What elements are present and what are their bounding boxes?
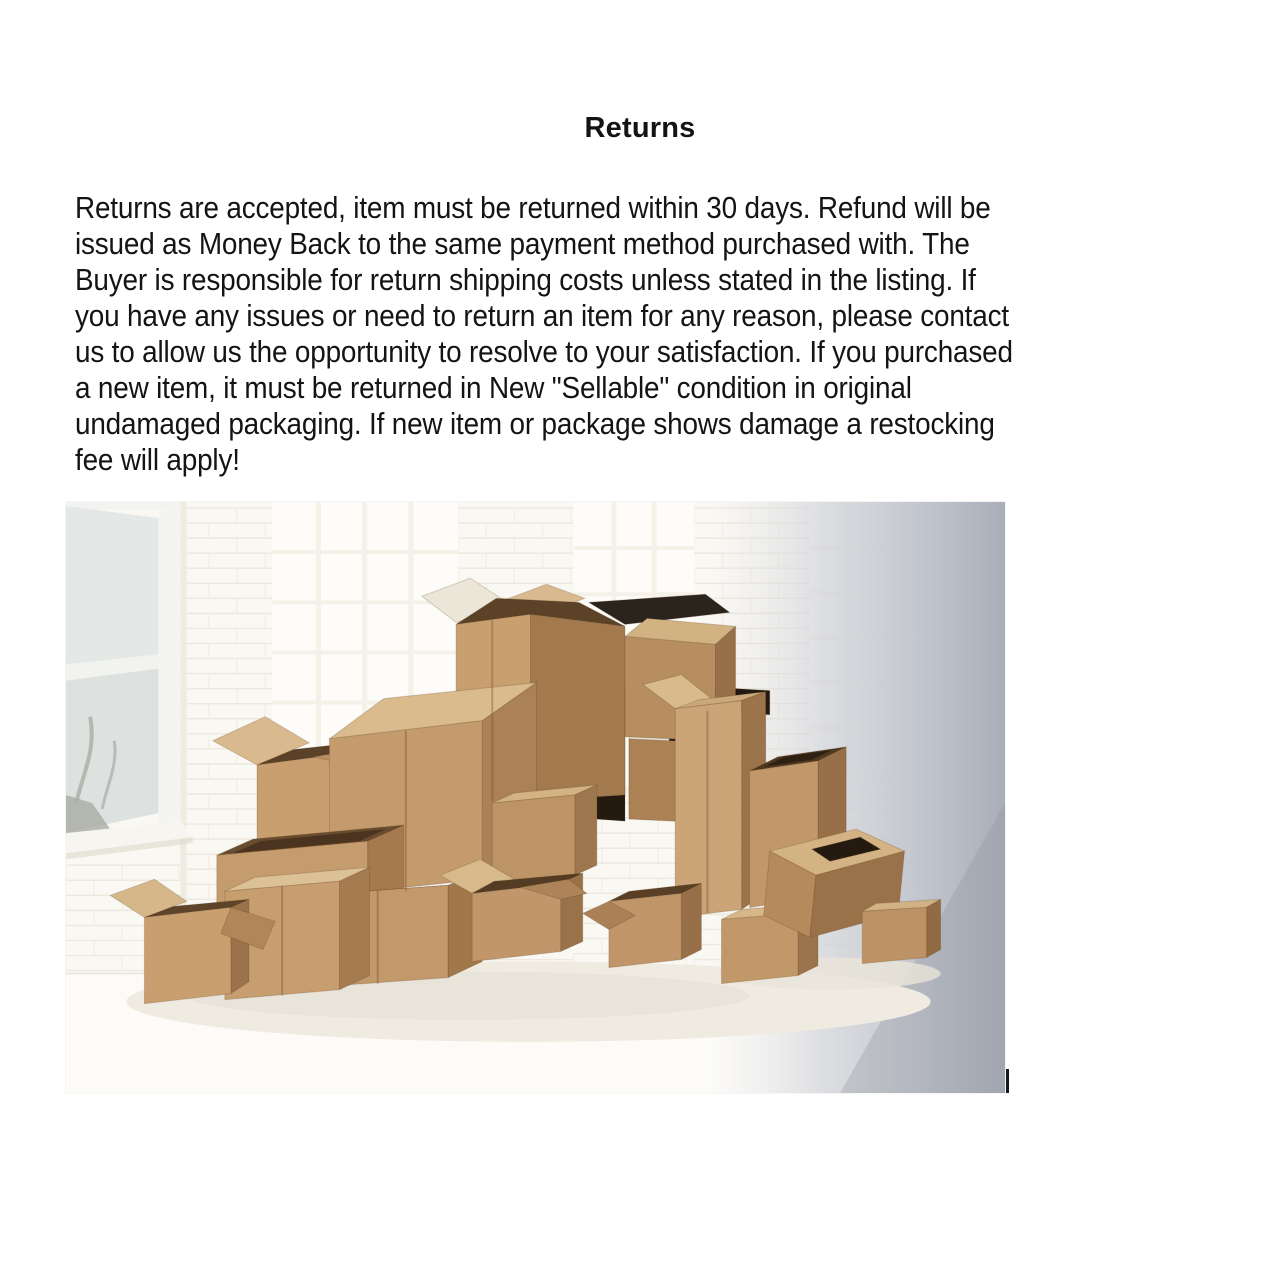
- page-title: Returns: [584, 112, 696, 144]
- boxes-photo-illustration: [66, 502, 1005, 1093]
- text-cursor-artifact: [1006, 1069, 1009, 1093]
- returns-policy-text: Returns are accepted, item must be returned within 30 days. Refund will be issued as Money Back to the same payment method purchased with. The Buyer is responsible for return shipping costs unless stated in the listing. If you have any issues or need to return an item for any reason, please contact us to allow us the opportunity to resolve to your satisfaction. If you purchased a new item, it must be returned in New "Sellable" condition in original undamaged packaging. If new item or package shows damage a restocking fee will apply!: [75, 190, 1013, 477]
- boxes-photo: [66, 502, 1005, 1093]
